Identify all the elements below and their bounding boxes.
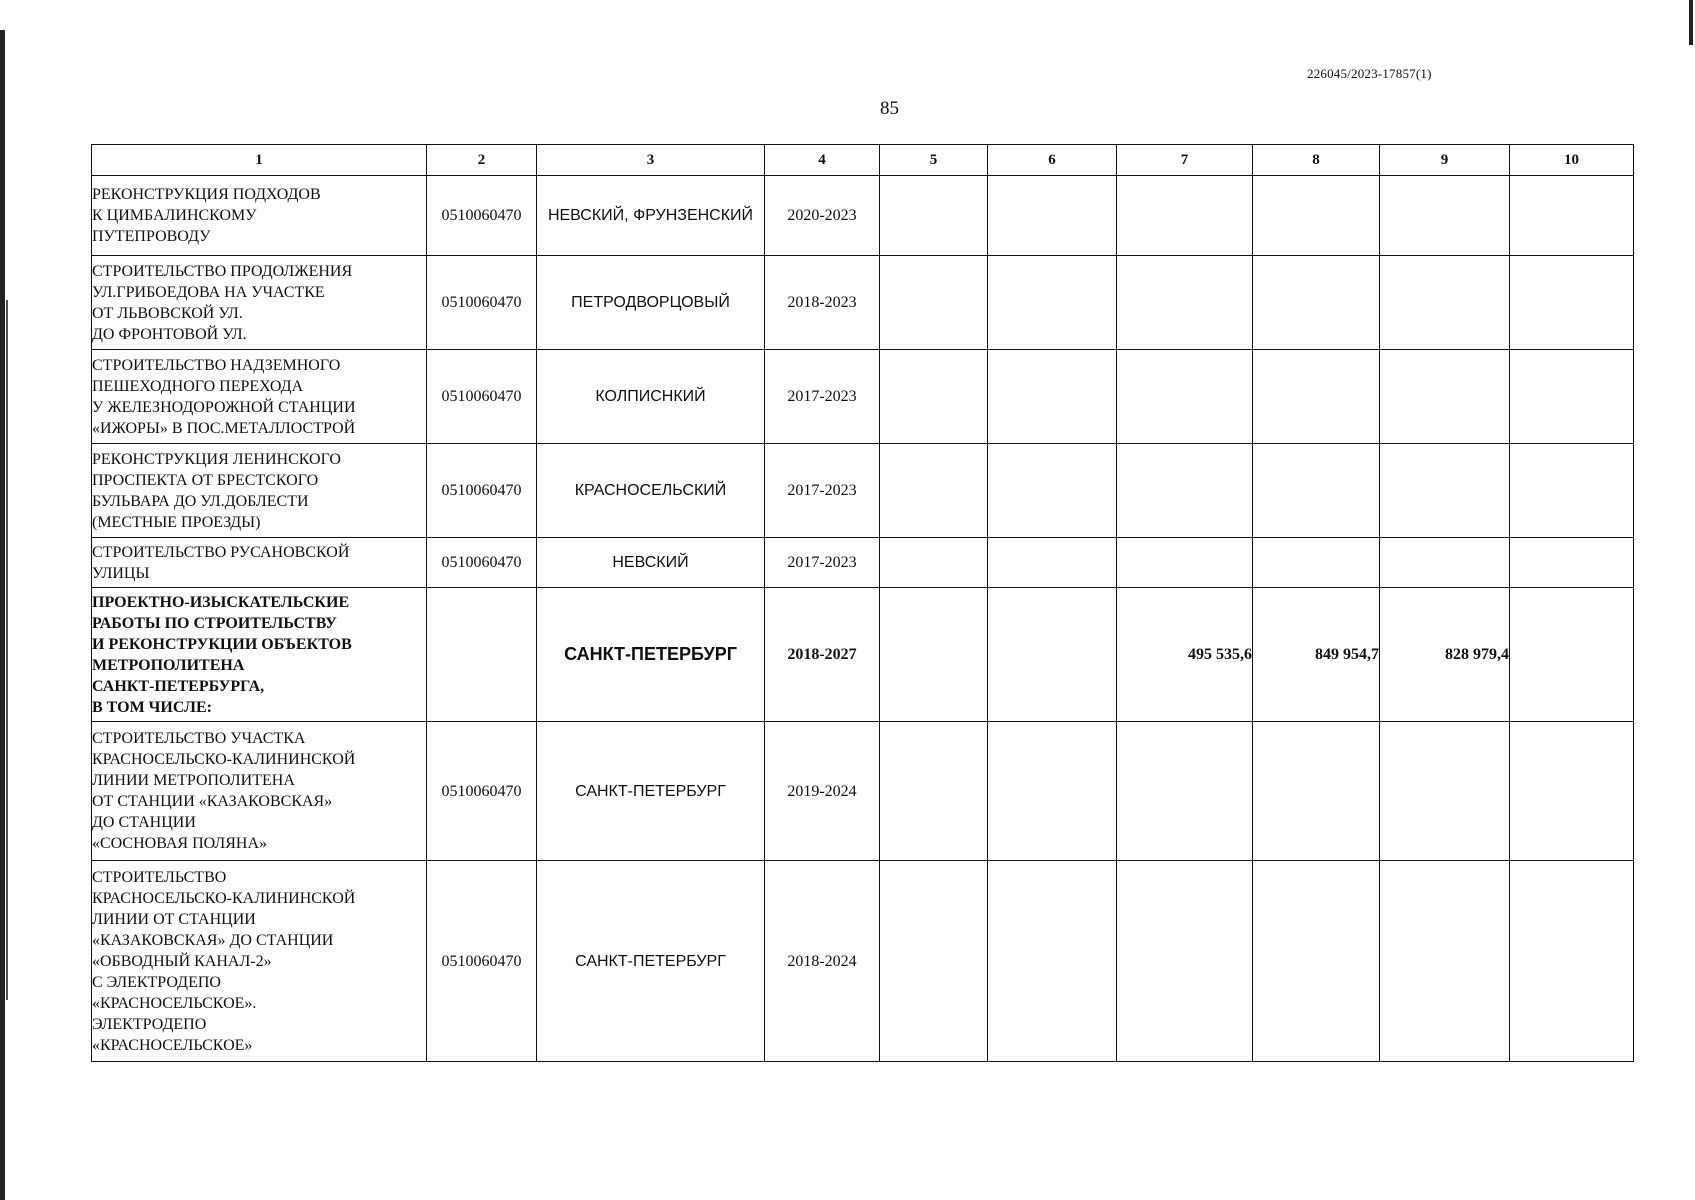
cell-col7 — [1117, 350, 1253, 444]
table-header-row — [92, 145, 1634, 176]
cell-col7 — [1117, 256, 1253, 350]
cell-col7 — [1117, 538, 1253, 588]
cell-col8 — [1253, 256, 1380, 350]
cell-col9 — [1380, 538, 1510, 588]
cell-district: НЕВСКИЙ, ФРУНЗЕНСКИЙ — [537, 176, 765, 256]
column-header: 9 — [1380, 145, 1510, 176]
cell-name: СТРОИТЕЛЬСТВО КРАСНОСЕЛЬСКО-КАЛИНИНСКОЙ ЛИНИИ ОТ СТАНЦИИ «КАЗАКОВСКАЯ» ДО СТАНЦИИ «ОБВОДНЫЙ КАНАЛ-2» С ЭЛЕКТРОДЕПО «КРАСНОСЕЛЬСКОЕ». ЭЛЕКТРОДЕПО «КРАСНОСЕЛЬСКОЕ» — [92, 861, 427, 1062]
cell-district: НЕВСКИЙ — [537, 538, 765, 588]
cell-district: САНКТ-ПЕТЕРБУРГ — [537, 722, 765, 861]
cell-col9 — [1380, 350, 1510, 444]
column-header: 3 — [537, 145, 765, 176]
cell-col8 — [1253, 444, 1380, 538]
scan-edge-left-inner — [6, 300, 8, 1000]
table-row — [92, 538, 1634, 588]
cell-name: СТРОИТЕЛЬСТВО УЧАСТКА КРАСНОСЕЛЬСКО-КАЛИНИНСКОЙ ЛИНИИ МЕТРОПОЛИТЕНА ОТ СТАНЦИИ «КАЗАКОВСКАЯ» ДО СТАНЦИИ «СОСНОВАЯ ПОЛЯНА» — [92, 722, 427, 861]
cell-code: 0510060470 — [427, 176, 537, 256]
cell-col10 — [1510, 444, 1634, 538]
cell-col8 — [1253, 861, 1380, 1062]
cell-col7: 495 535,6 — [1117, 588, 1253, 722]
document-number: 226045/2023-17857(1) — [1307, 66, 1432, 81]
cell-code: 0510060470 — [427, 861, 537, 1062]
cell-col9 — [1380, 176, 1510, 256]
cell-col6 — [988, 176, 1117, 256]
cell-code: 0510060470 — [427, 538, 537, 588]
cell-col6 — [988, 444, 1117, 538]
cell-name: РЕКОНСТРУКЦИЯ ЛЕНИНСКОГО ПРОСПЕКТА ОТ БРЕСТСКОГО БУЛЬВАРА ДО УЛ.ДОБЛЕСТИ (МЕСТНЫЕ ПРОЕЗДЫ) — [92, 444, 427, 538]
table-row — [92, 588, 1634, 722]
cell-period: 2018-2027 — [765, 588, 880, 722]
cell-col6 — [988, 350, 1117, 444]
cell-col10 — [1510, 861, 1634, 1062]
cell-col10 — [1510, 538, 1634, 588]
cell-col10 — [1510, 256, 1634, 350]
cell-col10 — [1510, 722, 1634, 861]
column-header: 4 — [765, 145, 880, 176]
cell-name: СТРОИТЕЛЬСТВО ПРОДОЛЖЕНИЯ УЛ.ГРИБОЕДОВА НА УЧАСТКЕ ОТ ЛЬВОВСКОЙ УЛ. ДО ФРОНТОВОЙ УЛ. — [92, 256, 427, 350]
table-body — [92, 176, 1634, 1062]
cell-col5 — [880, 256, 988, 350]
cell-period: 2018-2023 — [765, 256, 880, 350]
cell-col6 — [988, 722, 1117, 861]
column-header: 2 — [427, 145, 537, 176]
cell-col8 — [1253, 176, 1380, 256]
page-number: 85 — [880, 98, 899, 119]
cell-period: 2017-2023 — [765, 538, 880, 588]
cell-code: 0510060470 — [427, 444, 537, 538]
cell-col5 — [880, 538, 988, 588]
cell-code — [427, 588, 537, 722]
cell-col7 — [1117, 444, 1253, 538]
cell-col5 — [880, 350, 988, 444]
cell-col5 — [880, 722, 988, 861]
cell-col8 — [1253, 722, 1380, 861]
cell-col9 — [1380, 861, 1510, 1062]
table-row — [92, 256, 1634, 350]
column-header: 10 — [1510, 145, 1634, 176]
cell-col7 — [1117, 722, 1253, 861]
cell-name: СТРОИТЕЛЬСТВО НАДЗЕМНОГО ПЕШЕХОДНОГО ПЕРЕХОДА У ЖЕЛЕЗНОДОРОЖНОЙ СТАНЦИИ «ИЖОРЫ» В ПОС.МЕТАЛЛОСТРОЙ — [92, 350, 427, 444]
cell-code: 0510060470 — [427, 256, 537, 350]
cell-col5 — [880, 444, 988, 538]
cell-col5 — [880, 588, 988, 722]
cell-col10 — [1510, 588, 1634, 722]
cell-district: КРАСНОСЕЛЬСКИЙ — [537, 444, 765, 538]
cell-col9 — [1380, 722, 1510, 861]
cell-name: СТРОИТЕЛЬСТВО РУСАНОВСКОЙ УЛИЦЫ — [92, 538, 427, 588]
cell-col5 — [880, 861, 988, 1062]
cell-district: КОЛПИСНКИЙ — [537, 350, 765, 444]
cell-col7 — [1117, 861, 1253, 1062]
cell-col6 — [988, 588, 1117, 722]
column-header: 1 — [92, 145, 427, 176]
cell-col8: 849 954,7 — [1253, 588, 1380, 722]
table-row — [92, 861, 1634, 1062]
cell-period: 2020-2023 — [765, 176, 880, 256]
table-row — [92, 350, 1634, 444]
cell-col9: 828 979,4 — [1380, 588, 1510, 722]
cell-period: 2017-2023 — [765, 350, 880, 444]
cell-col8 — [1253, 538, 1380, 588]
scan-edge-left — [0, 30, 5, 1200]
table-row — [92, 722, 1634, 861]
data-table — [91, 144, 1634, 1062]
cell-col9 — [1380, 444, 1510, 538]
cell-col6 — [988, 256, 1117, 350]
cell-period: 2019-2024 — [765, 722, 880, 861]
column-header: 6 — [988, 145, 1117, 176]
table-row — [92, 176, 1634, 256]
table-row — [92, 444, 1634, 538]
cell-col7 — [1117, 176, 1253, 256]
cell-col9 — [1380, 256, 1510, 350]
cell-period: 2018-2024 — [765, 861, 880, 1062]
cell-name: ПРОЕКТНО-ИЗЫСКАТЕЛЬСКИЕ РАБОТЫ ПО СТРОИТЕЛЬСТВУ И РЕКОНСТРУКЦИИ ОБЪЕКТОВ МЕТРОПОЛИТЕНА САНКТ-ПЕТЕРБУРГА, В ТОМ ЧИСЛЕ: — [92, 588, 427, 722]
column-header: 5 — [880, 145, 988, 176]
cell-col5 — [880, 176, 988, 256]
column-header: 8 — [1253, 145, 1380, 176]
cell-col10 — [1510, 350, 1634, 444]
column-header: 7 — [1117, 145, 1253, 176]
cell-col10 — [1510, 176, 1634, 256]
cell-code: 0510060470 — [427, 350, 537, 444]
cell-district: САНКТ-ПЕТЕРБУРГ — [537, 861, 765, 1062]
cell-col6 — [988, 538, 1117, 588]
cell-name: РЕКОНСТРУКЦИЯ ПОДХОДОВ К ЦИМБАЛИНСКОМУ ПУТЕПРОВОДУ — [92, 176, 427, 256]
cell-district: ПЕТРОДВОРЦОВЫЙ — [537, 256, 765, 350]
cell-period: 2017-2023 — [765, 444, 880, 538]
scan-edge-right — [1689, 0, 1693, 45]
cell-col8 — [1253, 350, 1380, 444]
cell-code: 0510060470 — [427, 722, 537, 861]
cell-col6 — [988, 861, 1117, 1062]
cell-district: САНКТ-ПЕТЕРБУРГ — [537, 588, 765, 722]
